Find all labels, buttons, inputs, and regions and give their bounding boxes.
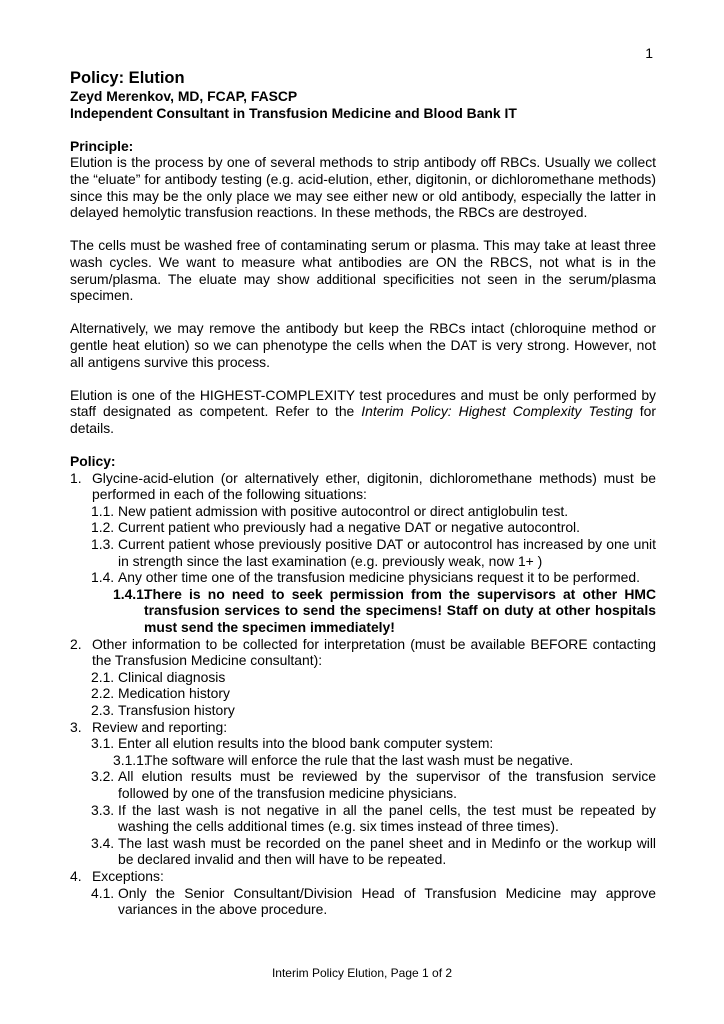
- principle-paragraph: The cells must be washed free of contaminating serum or plasma. This may take at least three wash cycles. We want to measure what antibodies are ON the RBCS, not what is in the serum/plasma. The eluate may show additional specificities not seen in the serum/plasma specimen.: [70, 237, 656, 304]
- policy-subitem: 3.3. If the last wash is not negative in all the panel cells, the test must be repeated by washing the cells additional times (e.g. six times instead of three times).: [91, 801, 656, 835]
- policy-heading: Policy:: [70, 453, 116, 470]
- policy-subitem: 3.1. Enter all elution results into the blood bank computer system:: [91, 735, 494, 752]
- policy-subitem: 4.1. Only the Senior Consultant/Division Head of Transfusion Medicine may approve variances in the above procedure.: [91, 884, 656, 918]
- policy-item: 2. Other information to be collected for interpretation (must be available BEFORE contacting the Transfusion Medicine consultant):: [70, 635, 656, 669]
- policy-subitem: 3.4. The last wash must be recorded on the panel sheet and in Medinfo or the workup will be declared invalid and then will have to be repeated.: [91, 834, 656, 868]
- policy-subitem: 3.2. All elution results must be reviewed by the supervisor of the transfusion service followed by one of the transfusion medicine physicians.: [91, 768, 656, 801]
- policy-item: 3. Review and reporting:: [70, 718, 228, 735]
- policy-subitem: 2.2. Medication history: [91, 685, 230, 702]
- document-body: [70, 69, 656, 918]
- policy-item: 1. Glycine-acid-elution (or alternatively ether, digitonin, dichloromethane methods) must be performed in each of the following situations:: [70, 469, 656, 503]
- policy-subitem: 1.4. Any other time one of the transfusion medicine physicians request it to be performed.: [91, 569, 640, 586]
- policy-subitem: 2.3. Transfusion history: [91, 701, 235, 718]
- policy-item: 4. Exceptions:: [70, 867, 164, 884]
- page-footer: Interim Policy Elution, Page 1 of 2: [271, 966, 453, 980]
- policy-subsubitem: 3.1.1. The software will enforce the rule that the last wash must be negative.: [113, 751, 574, 768]
- policy-subitem: 1.2. Current patient who previously had a negative DAT or negative autocontrol.: [91, 519, 581, 536]
- policy-reference: Interim Policy: Highest Complexity Testing: [361, 403, 633, 420]
- document-title: Policy: Elution: [70, 69, 185, 87]
- author-name: Zeyd Merenkov, MD, FCAP, FASCP: [70, 88, 298, 104]
- page-number: 1: [645, 45, 653, 61]
- principle-paragraph: Elution is the process by one of several methods to strip antibody off RBCs. Usually we collect the “eluate” for antibody testing (e.g. acid-elution, ether, digitonin, or dichloromethane methods) since this may be the only place we may see either new or old antibody, especially the latter in delayed hemolytic transfusion reactions. In these methods, the RBCs are destroyed.: [70, 154, 656, 221]
- principle-paragraph: Alternatively, we may remove the antibody but keep the RBCs intact (chloroquine method or gentle heat elution) so we can phenotype the cells when the DAT is very strong. However, not all antigens survive this process.: [70, 320, 656, 370]
- policy-subitem: 2.1. Clinical diagnosis: [91, 668, 226, 685]
- principle-heading: Principle:: [70, 137, 134, 154]
- policy-subsubitem-emphasis: 1.4.1. There is no need to seek permission from the supervisors at other HMC transfusion services to send the specimens! Staff on duty at other hospitals must send the specimen immediately!: [113, 585, 656, 635]
- policy-subitem: 1.3. Current patient whose previously positive DAT or autocontrol has increased by one unit in strength since the last examination (e.g. previously weak, now 1+ ): [91, 536, 656, 569]
- complexity-paragraph: Elution is one of the HIGHEST-COMPLEXITY test procedures and must be only performed by staff designated as competent. Refer to the Interim Policy: Highest Complexity Testing for details.: [70, 386, 656, 436]
- author-affiliation: Independent Consultant in Transfusion Medicine and Blood Bank IT: [70, 104, 517, 121]
- policy-subitem: 1.1. New patient admission with positive autocontrol or direct antiglobulin test.: [91, 502, 569, 519]
